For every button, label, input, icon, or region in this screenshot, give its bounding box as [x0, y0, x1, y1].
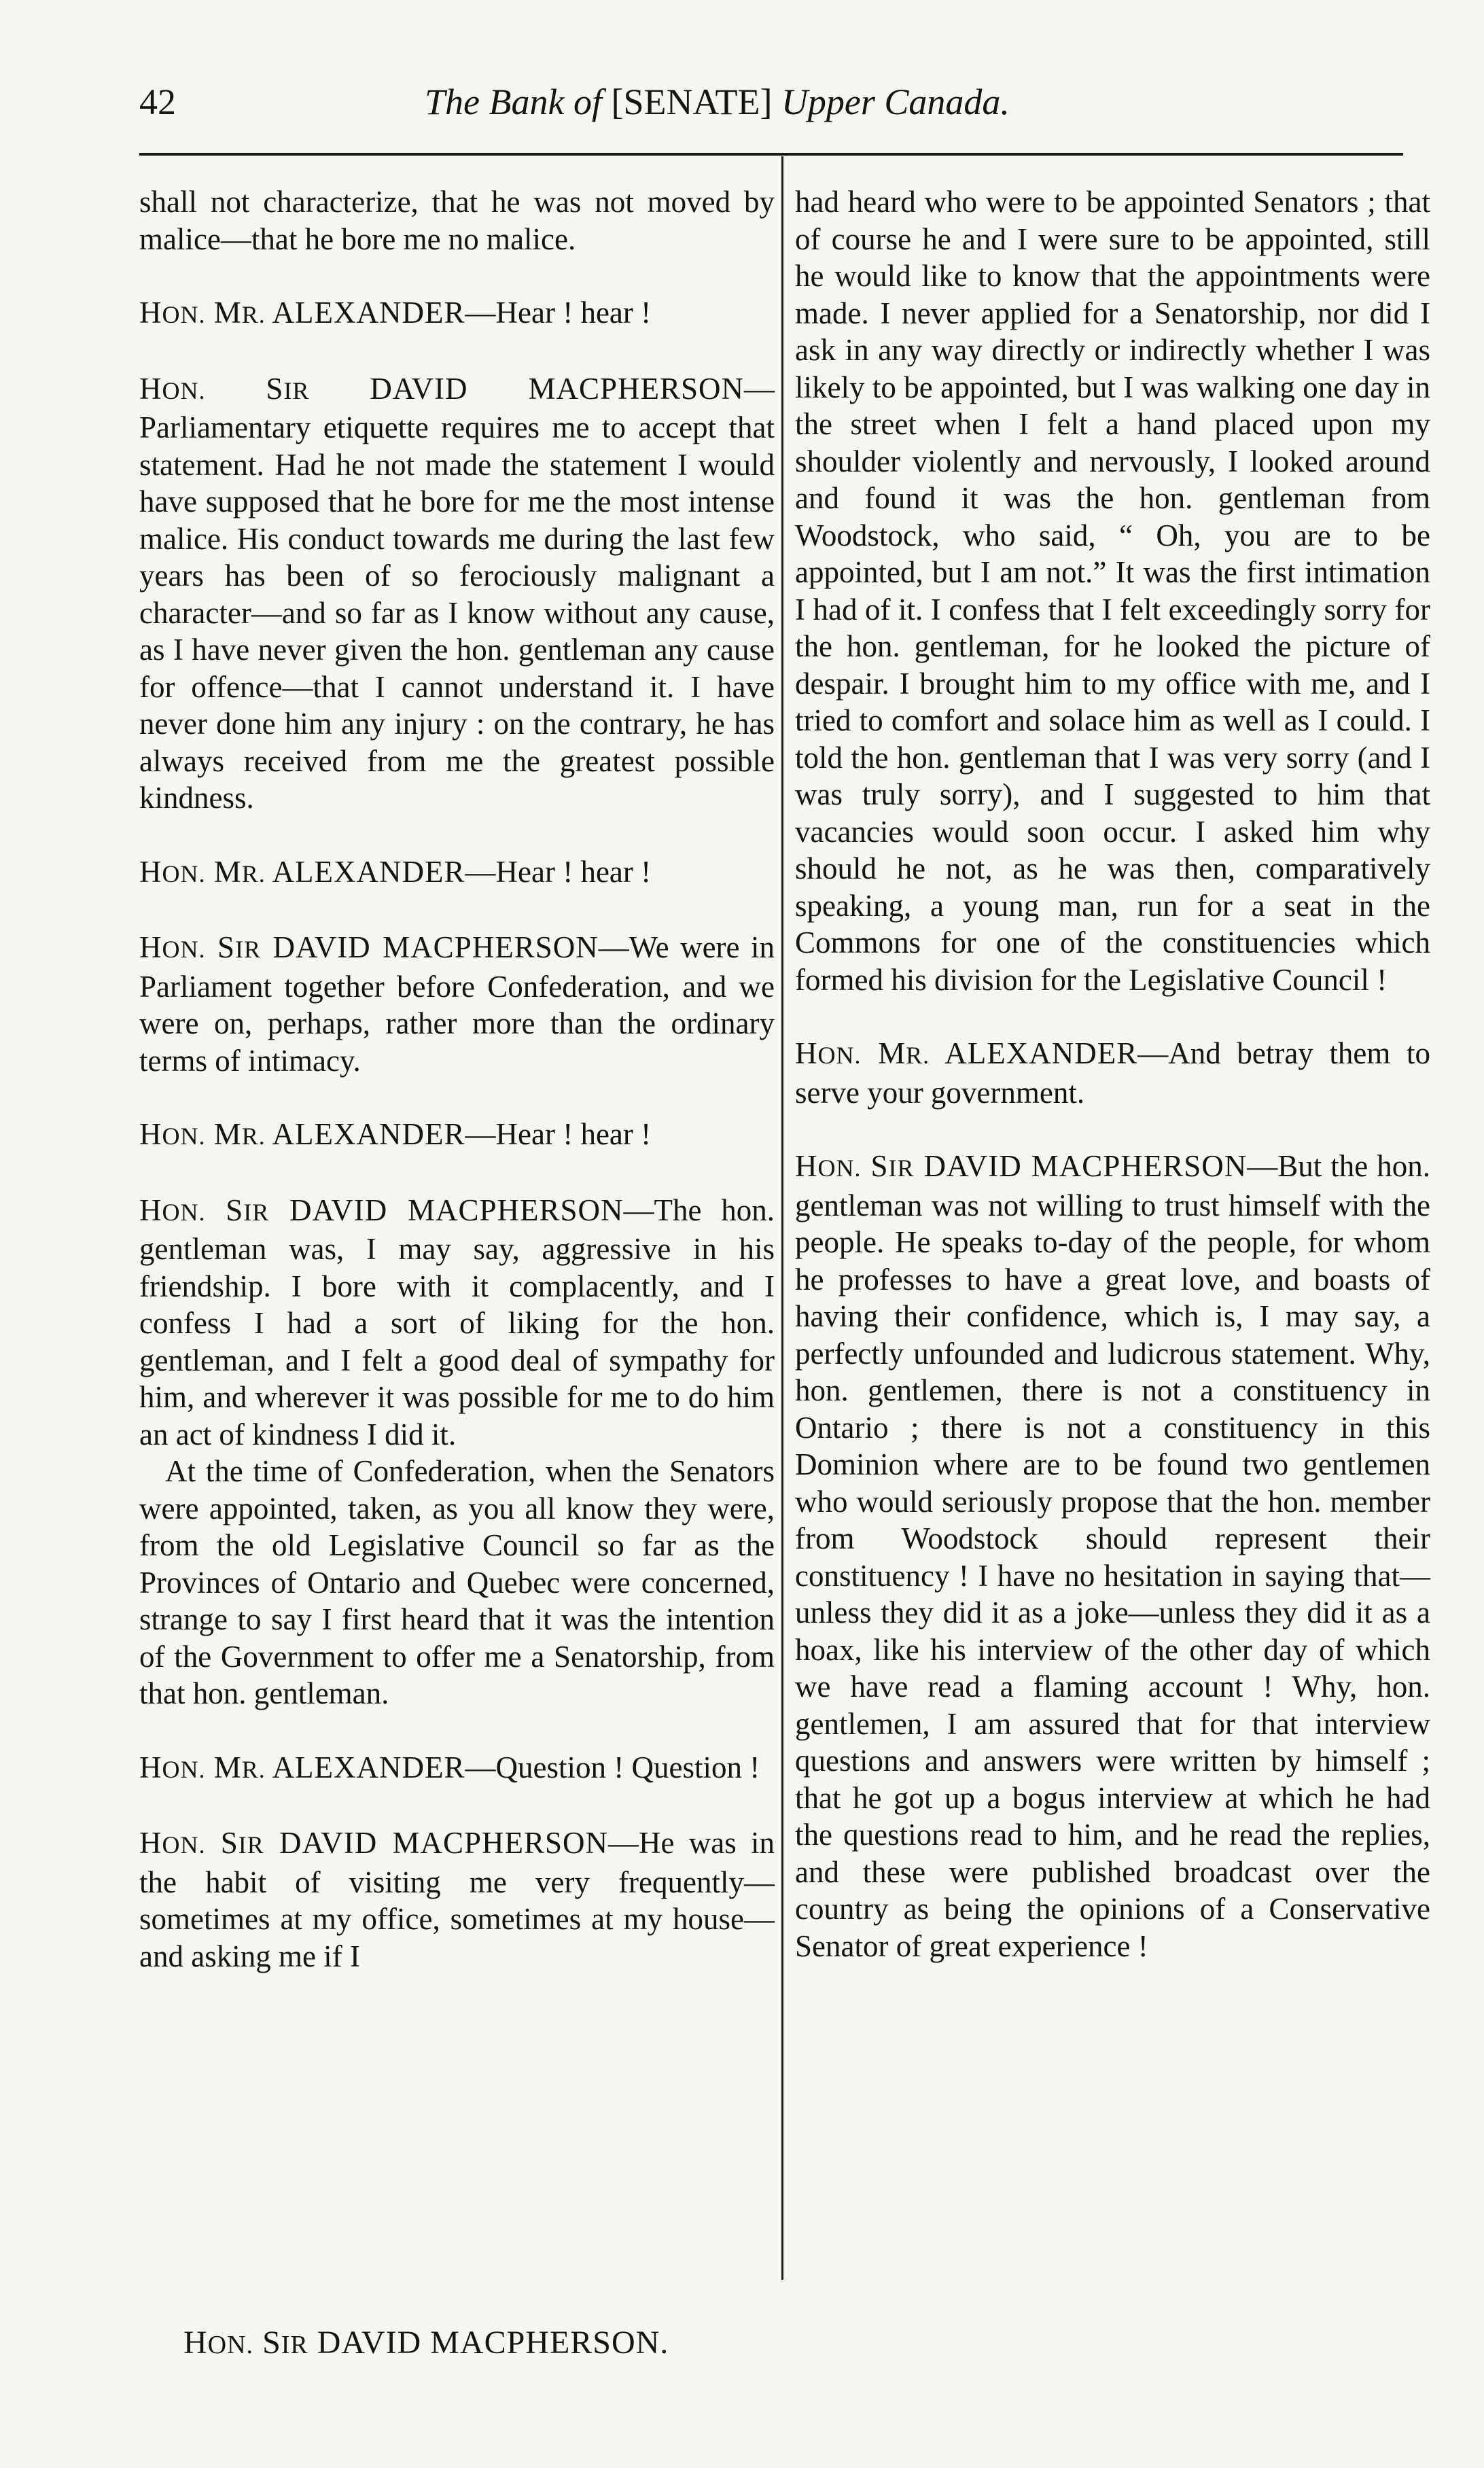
paragraph-text: had heard who were to be appointed Senators ; that of course he and I were sure to be appointed, still he would like to know that the appointments were made. I never applied for a Senatorship, nor did I ask in any way directly or indirectly whether I was likely to be appointed, but I was walking one day in the street when I felt a hand placed upon my shoulder violently and nervously, I looked around and found it was the hon. gentleman from Woodstock, who said, “ Oh, you are to be appointed, but I am not.” It was the first intimation I had of it. I confess that I felt exceedingly sorry for the hon. gentleman, for he looked the picture of despair. I brought him to my office with me, and I tried to comfort and solace him as well as I could. I told the hon. gentleman that I was very sorry (and I was truly sorry), and I suggested to him that vacancies would soon occur. I asked him why should he not, as he was then, comparatively speaking, a young man, run for a seat in the Commons for one of the constituencies which formed his division for the Legislative Council ! — [795, 185, 1430, 997]
speaker-name: HON. MR. ALEXANDER — [139, 1750, 465, 1784]
speaker-name: HON. SIR DAVID MACPHERSON — [139, 1826, 609, 1860]
page-header — [139, 71, 1403, 133]
speaker-name: HON. SIR DAVID MACPHERSON — [139, 930, 599, 964]
paragraph — [139, 1749, 775, 1788]
paragraph — [139, 370, 775, 817]
paragraph-text: At the time of Confederation, when the Senators were appointed, taken, as you all know they were, from the old Legislative Council so far as the Provinces of Ontario and Quebec were concerned, strange to say I first heard that it was the intention of the Government to offer me a Senatorship, from that hon. gentleman. — [139, 1454, 775, 1710]
paragraph — [139, 929, 775, 1079]
speaker-name: HON. SIR DAVID MACPHERSON — [139, 371, 745, 406]
header-rule — [139, 153, 1403, 156]
right-column — [795, 183, 1430, 1964]
column-divider — [781, 156, 783, 2280]
paragraph — [139, 1453, 775, 1712]
paragraph-text: —And betray them to serve your government. — [795, 1036, 1430, 1110]
paragraph-text: —He was in the habit of visiting me very frequently—sometimes at my office, sometimes at my house—and asking me if I — [139, 1826, 775, 1973]
speaker-name: HON. MR. ALEXANDER — [795, 1036, 1138, 1070]
running-head — [425, 71, 1010, 133]
page-number: 42 — [139, 82, 176, 122]
speaker-name: HON. MR. ALEXANDER — [139, 296, 465, 330]
running-head-part-3: Upper Canada. — [781, 82, 1010, 122]
paragraph-text: shall not characterize, that he was not moved by malice—that he bore me no malice. — [139, 185, 775, 256]
next-speaker: HON. SIR DAVID MACPHERSON. — [183, 2325, 669, 2361]
paragraph-text: —The hon. gentleman was, I may say, aggressive in his friendship. I bore with it complacently, and I confess I had a sort of liking for the hon. gentleman, and I felt a good deal of sympathy for him, and wherever it was possible for me to do him an act of kindness I did it. — [139, 1193, 775, 1451]
speaker-name: HON. SIR DAVID MACPHERSON — [139, 1193, 624, 1227]
paragraph — [139, 1116, 775, 1155]
running-head-part-2: [SENATE] — [611, 82, 773, 122]
paragraph — [139, 183, 775, 258]
paragraph-text: —Question ! Question ! — [465, 1750, 760, 1784]
speaker-name: HON. MR. ALEXANDER — [139, 854, 465, 889]
running-head-part-1: The Bank of — [425, 82, 602, 122]
paragraph-text: —Hear ! hear ! — [465, 1117, 652, 1151]
paragraph — [795, 1148, 1430, 1964]
paragraph — [795, 1035, 1430, 1111]
paragraph — [795, 183, 1430, 998]
paragraph-text: —We were in Parliament together before Confederation, and we were on, perhaps, rather more than the ordinary terms of intimacy. — [139, 930, 775, 1078]
speaker-name: HON. MR. ALEXANDER — [139, 1117, 465, 1151]
left-column — [139, 183, 775, 1975]
paragraph — [139, 853, 775, 893]
paragraph — [139, 1192, 775, 1453]
speaker-name: HON. SIR DAVID MACPHERSON — [795, 1149, 1248, 1183]
paragraph-text: —But the hon. gentleman was not willing to trust himself with the people. He speaks to-day of the people, for whom he professes to have a great love, and boasts of having their confidence, which is, I may say, a perfectly unfounded and ludicrous statement. Why, hon. gentlemen, there is not a constituency in Ontario ; there is not a constituency in this Dominion where are to be found two gentlemen who would seriously propose that the hon. member from Woodstock should represent their constituency ! I have no hesitation in saying that—unless they did it as a joke—unless they did it as a hoax, like his interview of the other day of which we have read a flaming account ! Why, hon. gentlemen, I am assured that for that interview questions and answers were written by himself ; that he got up a bogus interview at which he had the questions read to him, and he read the replies, and these were published broadcast over the country as being the opinions of a Conservative Senator of great experience ! — [795, 1149, 1431, 1963]
paragraph-text: —Hear ! hear ! — [465, 296, 652, 330]
paragraph — [139, 294, 775, 334]
paragraph-text: —Hear ! hear ! — [465, 854, 652, 889]
paragraph — [139, 1824, 775, 1975]
paragraph-text: —Parliamentary etiquette requires me to accept that statement. Had he not made the statement I would have supposed that he bore for me the most intense malice. His conduct towards me during the last few years has been of so ferociously malignant a character—and so far as I know without any cause, as I have never given the hon. gentleman any cause for offence—that I cannot understand it. I have never done him any injury : on the contrary, he has always received from me the greatest possible kindness. — [139, 371, 775, 815]
